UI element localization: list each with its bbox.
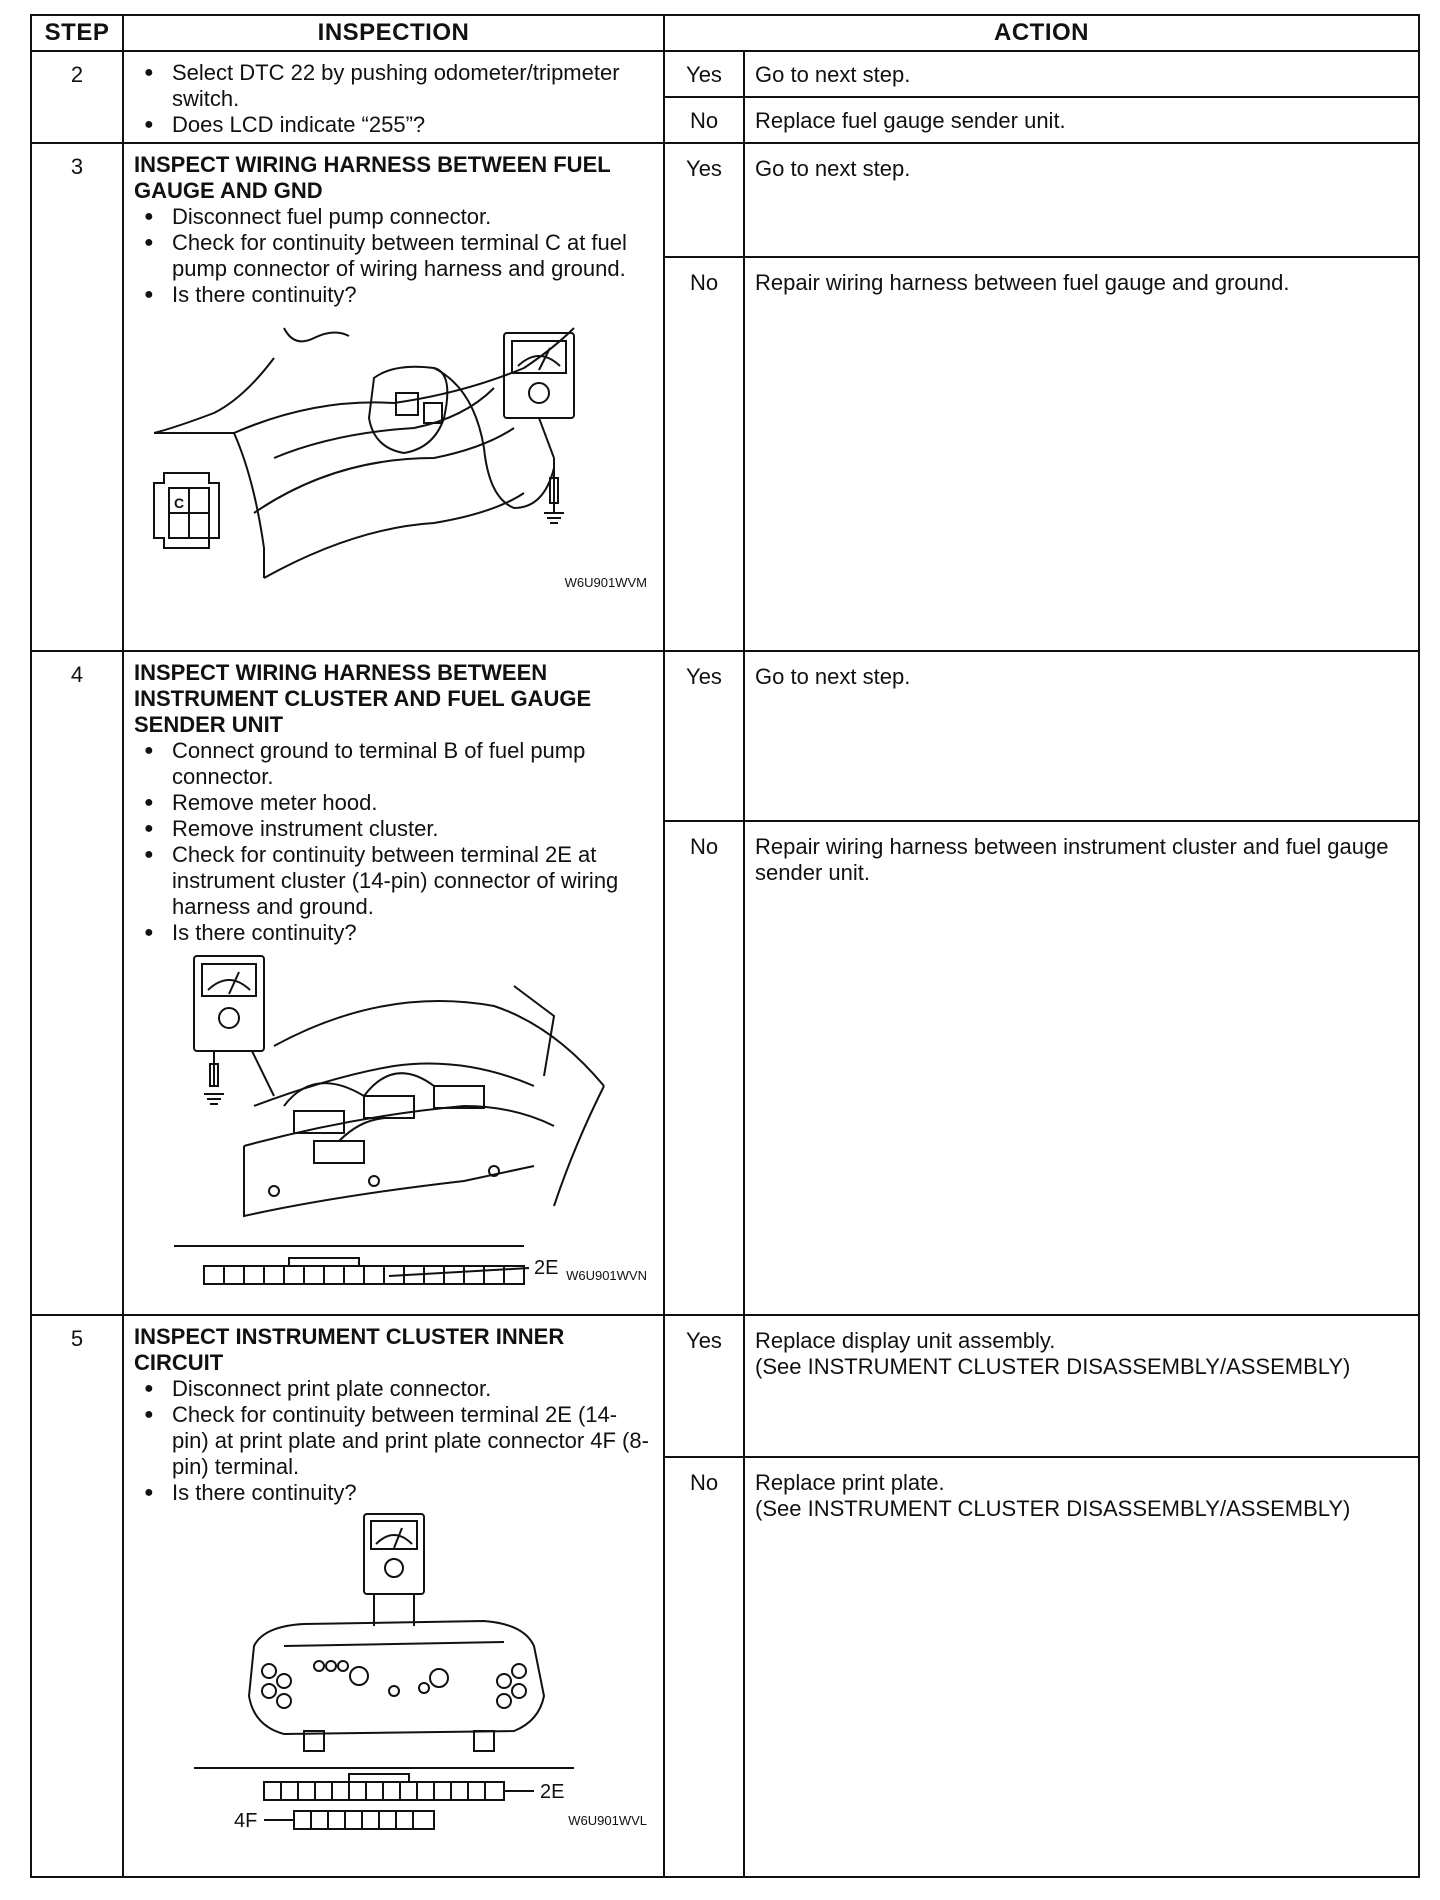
header-action: ACTION — [664, 15, 1419, 51]
table-row-step-3-yes — [31, 143, 1419, 257]
inspection-cell — [123, 51, 664, 143]
no-label: No — [664, 1457, 744, 1877]
bullet-item: ● Remove instrument cluster. — [172, 816, 653, 842]
inspection-cell — [123, 651, 664, 1315]
bullet-item: ● Disconnect fuel pump connector. — [172, 204, 653, 230]
yes-label: Yes — [664, 1315, 744, 1457]
table-header-row — [31, 15, 1419, 51]
table-row-step-2-yes — [31, 51, 1419, 97]
table-row-step-4-yes — [31, 651, 1419, 821]
yes-label: Yes — [664, 651, 744, 821]
yes-label: Yes — [664, 51, 744, 97]
bullet-item: ● Check for continuity between terminal 2E (14-pin) at print plate and print plate connector 4F (8-pin) terminal. — [172, 1402, 653, 1480]
bullet-list — [134, 1376, 653, 1506]
no-action: Repair wiring harness between fuel gauge and ground. — [744, 257, 1419, 651]
step-number: 4 — [31, 651, 123, 1315]
fuel-pump-connector-figure — [134, 308, 653, 598]
no-label: No — [664, 97, 744, 143]
bullet-item: ● Does LCD indicate “255”? — [172, 112, 653, 138]
cluster-harness-illustration — [134, 946, 654, 1291]
step-title: INSPECT INSTRUMENT CLUSTER INNER CIRCUIT — [134, 1324, 565, 1375]
yes-label: Yes — [664, 143, 744, 257]
bullet-item: ● Check for continuity between terminal 2E at instrument cluster (14-pin) connector of wiring harness and ground. — [172, 842, 653, 920]
bullet-list — [134, 204, 653, 308]
bullet-item: ● Check for continuity between terminal C at fuel pump connector of wiring harness and ground. — [172, 230, 653, 282]
bullet-item: ● Select DTC 22 by pushing odometer/tripmeter switch. — [172, 60, 653, 112]
figure-id: W6U901WVL — [568, 1813, 647, 1828]
table-row-step-5-yes — [31, 1315, 1419, 1457]
header-inspection: INSPECTION — [123, 15, 664, 51]
inspection-table — [30, 14, 1420, 1878]
terminal-2e-label: 2E — [540, 1781, 565, 1803]
no-action: Repair wiring harness between instrument cluster and fuel gauge sender unit. — [744, 821, 1419, 1315]
bullet-item: ● Is there continuity? — [172, 1480, 653, 1506]
print-plate-figure — [134, 1506, 653, 1836]
step-number: 2 — [31, 51, 123, 143]
bullet-item: ● Is there continuity? — [172, 920, 653, 946]
bullet-item: ● Remove meter hood. — [172, 790, 653, 816]
print-plate-illustration — [134, 1506, 654, 1836]
yes-action: Go to next step. — [744, 143, 1419, 257]
header-step: STEP — [31, 15, 123, 51]
figure-id: W6U901WVM — [564, 575, 647, 590]
instrument-cluster-connector-figure — [134, 946, 653, 1291]
step-number: 3 — [31, 143, 123, 651]
no-action: Replace fuel gauge sender unit. — [744, 97, 1419, 143]
fuel-tank-illustration — [134, 308, 654, 598]
inspection-cell — [123, 1315, 664, 1877]
yes-action: Replace display unit assembly. (See INSTRUMENT CLUSTER DISASSEMBLY/ASSEMBLY) — [744, 1315, 1419, 1457]
no-label: No — [664, 257, 744, 651]
diagnostic-procedure-sheet — [30, 14, 1418, 1886]
step-title: INSPECT WIRING HARNESS BETWEEN FUEL GAUGE AND GND — [134, 152, 611, 203]
bullet-item: ● Connect ground to terminal B of fuel pump connector. — [172, 738, 653, 790]
figure-id: W6U901WVN — [566, 1268, 647, 1283]
no-label: No — [664, 821, 744, 1315]
yes-action: Go to next step. — [744, 651, 1419, 821]
terminal-4f-label: 4F — [234, 1810, 258, 1832]
bullet-item: ● Is there continuity? — [172, 282, 653, 308]
terminal-c-label: C — [174, 495, 185, 511]
bullet-list — [134, 60, 653, 138]
bullet-list — [134, 738, 653, 946]
step-number: 5 — [31, 1315, 123, 1877]
inspection-cell — [123, 143, 664, 651]
step-title: INSPECT WIRING HARNESS BETWEEN INSTRUMENT CLUSTER AND FUEL GAUGE SENDER UNIT — [134, 660, 592, 737]
bullet-item: ● Disconnect print plate connector. — [172, 1376, 653, 1402]
yes-action: Go to next step. — [744, 51, 1419, 97]
terminal-2e-label: 2E — [534, 1257, 559, 1279]
no-action: Replace print plate. (See INSTRUMENT CLUSTER DISASSEMBLY/ASSEMBLY) — [744, 1457, 1419, 1877]
